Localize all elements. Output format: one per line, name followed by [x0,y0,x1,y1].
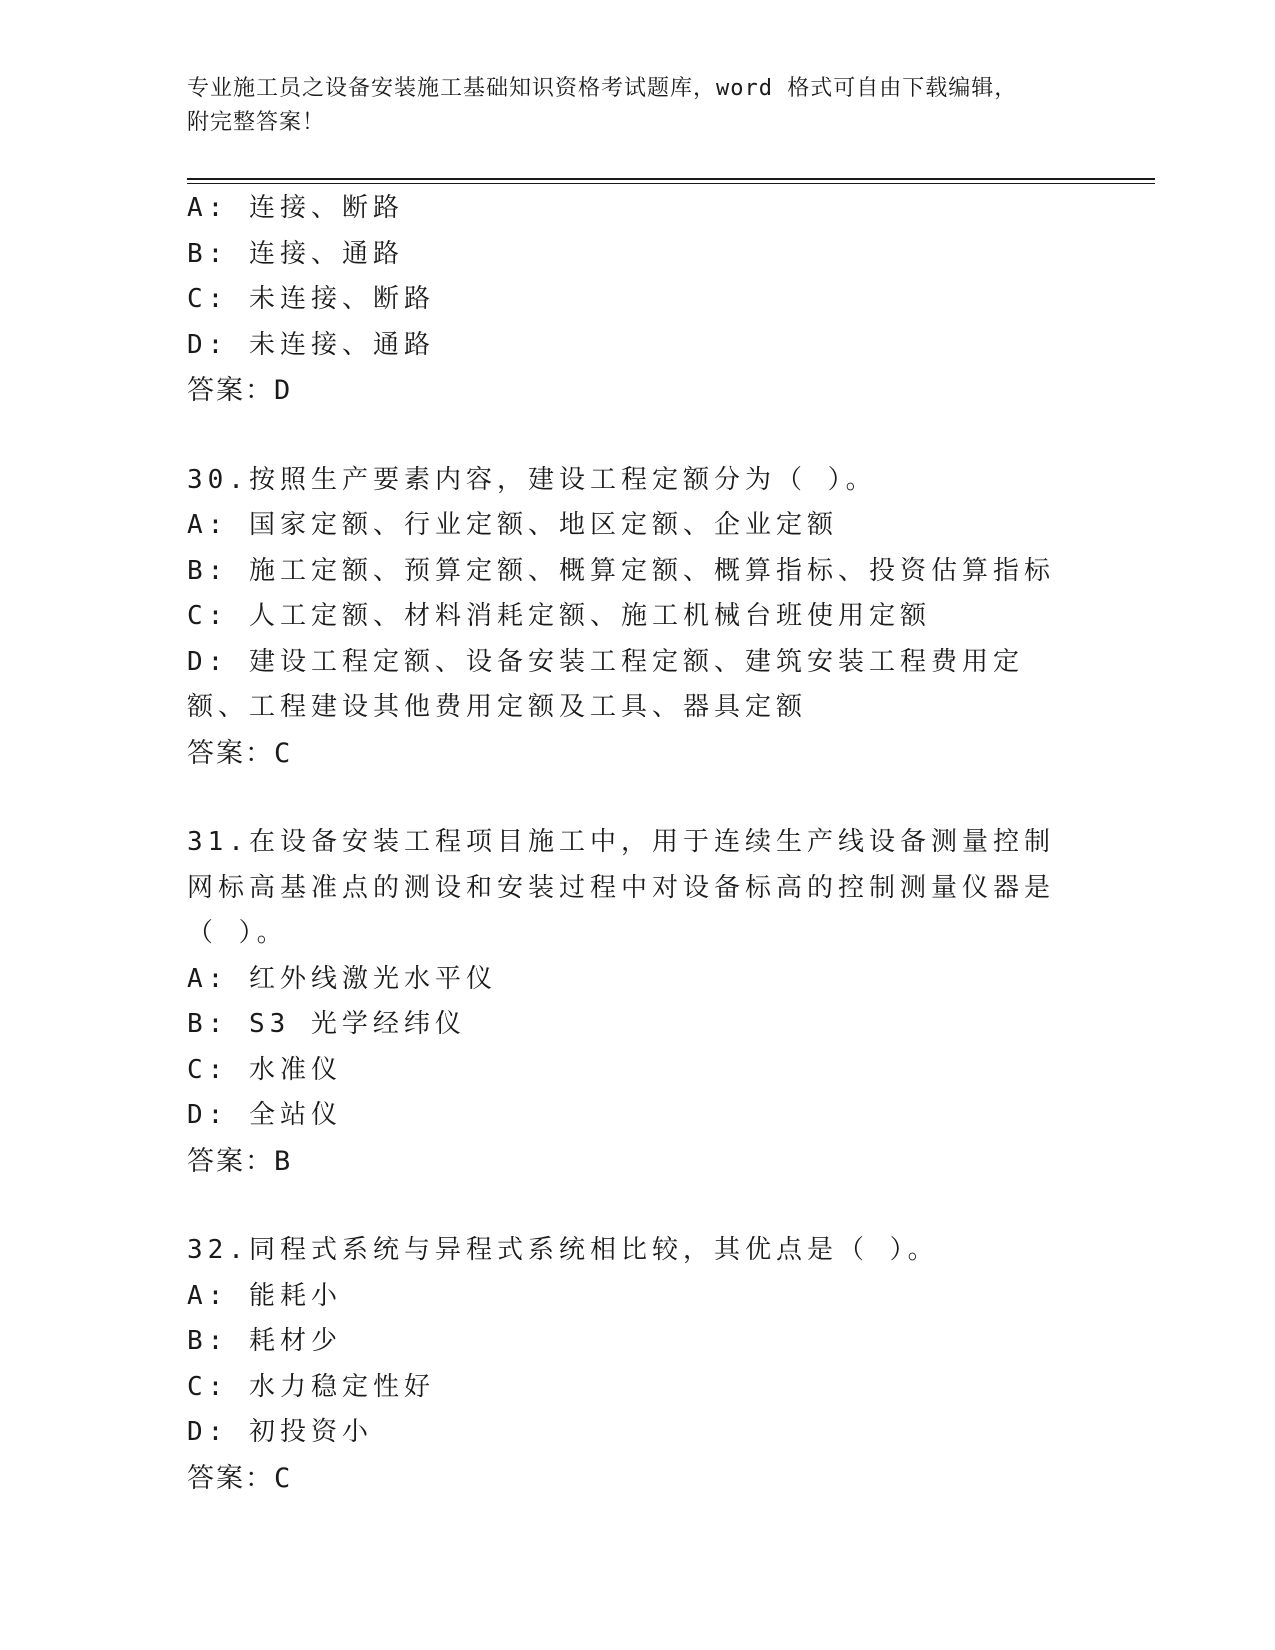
option-a: A: 红外线激光水平仪 [187,963,497,994]
option-d: D: 全站仪 [187,1100,342,1130]
question-31 [187,820,1087,1184]
question-29 [187,186,1087,414]
option-b: B: 施工定额、预算定额、概算定额、概算指标、投资估算指标 [187,555,1055,586]
answer-line: 答案：B [187,1145,293,1177]
answer-line: 答案：C [187,737,293,769]
question-text: 32.同程式系统与异程式系统相比较，其优点是（ ）。 [187,1235,939,1265]
option-c: C: 未连接、断路 [187,284,435,314]
option-b: B: S3 光学经纬仪 [187,1009,466,1039]
option-d: D: 未连接、通路 [187,329,435,360]
option-d: D: 初投资小 [187,1417,373,1447]
answer-line: 答案：D [187,375,293,406]
option-c: C: 人工定额、材料消耗定额、施工机械台班使用定额 [187,601,931,631]
question-text: 30.按照生产要素内容，建设工程定额分为（ ）。 [187,464,877,495]
question-32 [187,1228,1087,1501]
option-c: C: 水准仪 [187,1054,342,1085]
option-b: B: 连接、通路 [187,238,404,269]
option-b: B: 耗材少 [187,1326,342,1356]
spacer [187,1184,1087,1228]
question-list [187,186,1087,1501]
option-c: C: 水力稳定性好 [187,1371,435,1402]
spacer [187,776,1087,820]
header-title-line-2: 附完整答案！ [187,110,326,135]
question-30 [187,458,1087,777]
option-a: A: 连接、断路 [187,193,404,223]
question-text: 31.在设备安装工程项目施工中，用于连续生产线设备测量控制网标高基准点的测设和安装过程中对设备标高的控制测量仪器是（ ）。 [187,827,1056,948]
header-title-line-1: 专业施工员之设备安装施工基础知识资格考试题库，word 格式可自由下载编辑， [187,76,1018,101]
document-header [187,72,1077,140]
option-d: D: 建设工程定额、设备安装工程定额、建筑安装工程费用定额、工程建设其他费用定额及工具、器具定额 [187,646,1024,722]
answer-line: 答案：C [187,1462,293,1494]
spacer [187,414,1087,458]
header-divider [187,178,1155,184]
option-a: A: 国家定额、行业定额、地区定额、企业定额 [187,510,838,540]
option-a: A: 能耗小 [187,1280,342,1311]
